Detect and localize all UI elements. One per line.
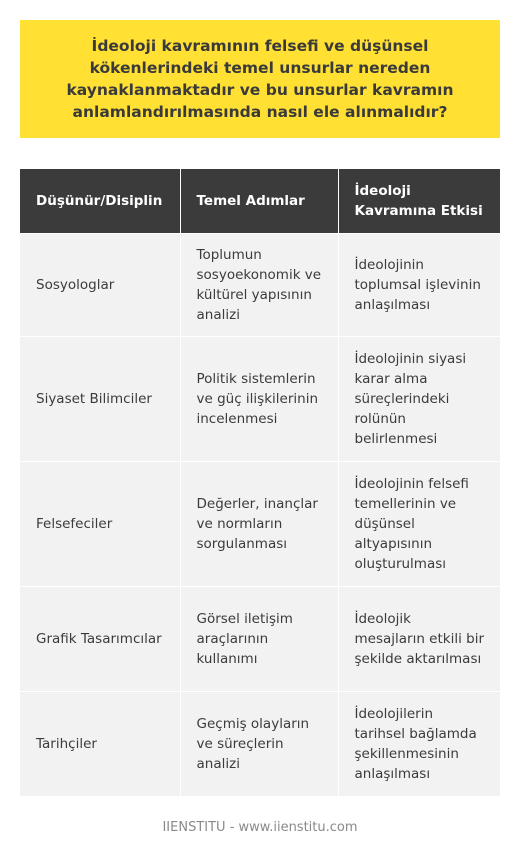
table-cell: Grafik Tasarımcılar (20, 587, 180, 692)
table-cell: İdeolojinin felsefi temellerinin ve düşünsel altyapısının oluşturulması (338, 462, 500, 587)
table-row (20, 234, 500, 337)
table-cell: Sosyologlar (20, 234, 180, 337)
column-header-steps: Temel Adımlar (180, 169, 338, 234)
title-banner (20, 20, 500, 138)
table-row (20, 337, 500, 462)
table-cell: Toplumun sosyoekonomik ve kültürel yapısının analizi (180, 234, 338, 337)
table-row (20, 462, 500, 587)
table-cell: İdeolojilerin tarihsel bağlamda şekillenmesinin anlaşılması (338, 692, 500, 797)
column-header-effect: İdeoloji Kavramına Etkisi (338, 169, 500, 234)
table-cell: Politik sistemlerin ve güç ilişkilerinin incelenmesi (180, 337, 338, 462)
column-header-thinker: Düşünür/Disiplin (20, 169, 180, 234)
table-row (20, 692, 500, 797)
table-cell: Siyaset Bilimciler (20, 337, 180, 462)
table-cell: Felsefeciler (20, 462, 180, 587)
table-cell: Tarihçiler (20, 692, 180, 797)
table-cell: Değerler, inançlar ve normların sorgulanması (180, 462, 338, 587)
table-row (20, 587, 500, 692)
page-title: İdeoloji kavramının felsefi ve düşünsel kökenlerindeki temel unsurlar nereden kaynaklanmaktadır ve bu unsurlar kavramın anlamlandırılmasında nasıl ele alınmalıdır? (66, 37, 454, 121)
table-header-row (20, 169, 500, 234)
table-cell: Görsel iletişim araçlarının kullanımı (180, 587, 338, 692)
table-cell: Geçmiş olayların ve süreçlerin analizi (180, 692, 338, 797)
table-cell: İdeolojinin toplumsal işlevinin anlaşılması (338, 234, 500, 337)
footer-credit: IIENSTITU - www.iienstitu.com (162, 820, 358, 835)
table-cell: İdeolojik mesajların etkili bir şekilde aktarılması (338, 587, 500, 692)
data-table (20, 169, 500, 796)
table-cell: İdeolojinin siyasi karar alma süreçlerindeki rolünün belirlenmesi (338, 337, 500, 462)
